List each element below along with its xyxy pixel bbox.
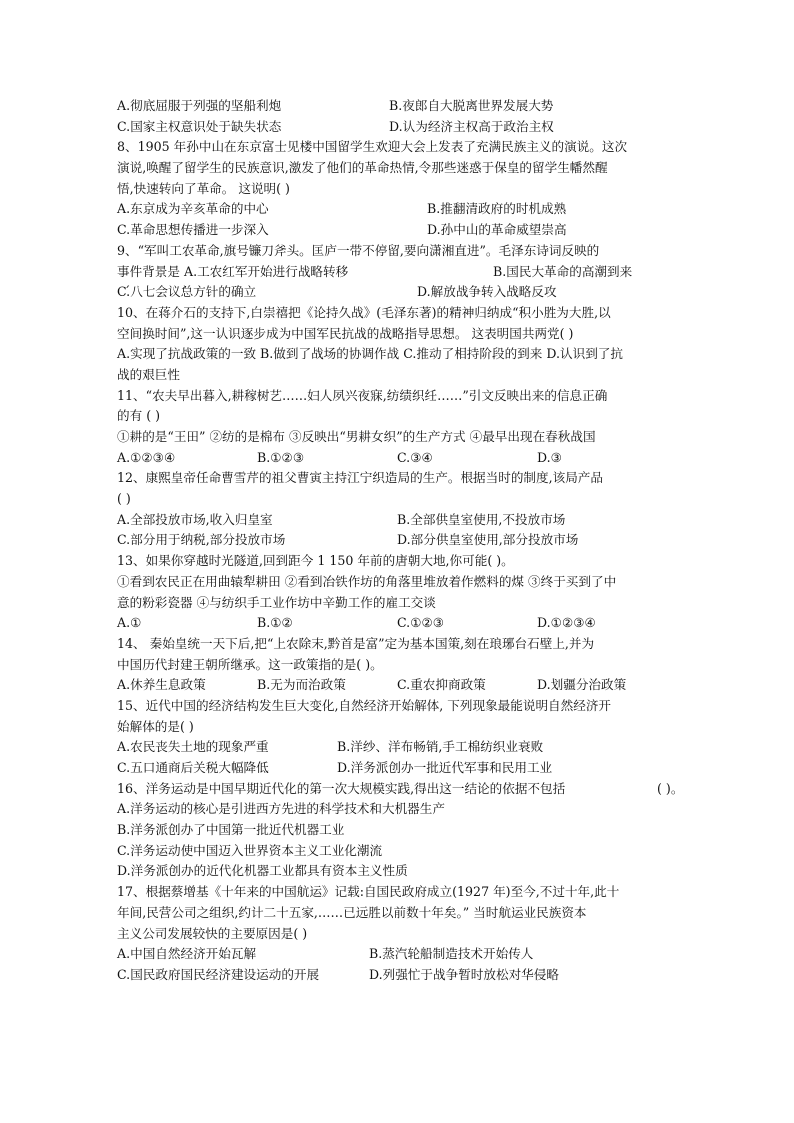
q15-option-b: B.洋纱、洋布畅销,手工棉纺织业衰败 [337,739,544,755]
q7-option-b: B.夜郎自大脱离世界发展大势 [389,98,554,113]
q16-stem: 16、洋务运动是中国早期近代化的第一次大规模实践,得出这一结论的依据不包括 [117,780,566,796]
q8-option-c: C.革命思想传播进一步深入 [117,222,269,238]
q11-option-c: C.③④ [397,449,433,465]
q15-option-c: C.五口通商后关税大幅降低 [117,760,269,775]
q10-stem-line-1: 10、在蒋介石的支持下,白崇禧把《论持久战》(毛泽东著)的精神归纳成“积小胜为大胜,以 [117,304,611,320]
q9-option-b: B.国民大革命的高潮到来 [493,263,633,279]
q13-items-line-1: ①看到农民正在用曲辕犁耕田 ②看到冶铁作坊的角落里堆放着作燃料的煤 ③终于买到了中 [117,573,617,589]
q11-option-a: A.①②③④ [117,449,176,465]
q17-stem-line-2: 年间,民营公司之组织,约计二十五家,……已远胜以前数十年矣。” 当时航运业民族资本 [117,904,587,920]
q12-options-row-1 [117,510,687,531]
q9-stem-line-2 [117,262,687,283]
q7-options-row-1 [117,96,687,117]
q12-stem-line-2: ( ) [117,491,131,507]
q11-option-b: B.①②③ [257,449,305,465]
q15-option-a: A.农民丧失土地的现象严重 [117,739,269,755]
q13-items-line-2: 意的粉彩瓷器 ④与纺织手工业作坊中辛勤工作的雇工交谈 [117,594,436,610]
exam-page [117,96,687,986]
q16-stem-line [117,779,687,800]
q16-option-d: D.洋务派创办的近代化机器工业都具有资本主义性质 [117,863,408,879]
q17-option-d: D.列强忙于战争暂时放松对华侵略 [369,966,559,982]
q12-options-row-2 [117,530,687,551]
q16-option-a: A.洋务运动的核心是引进西方先进的科学技术和大机器生产 [117,801,445,817]
q15-stem-line-1: 15、近代中国的经济结构发生巨大变化,自然经济开始解体, 下列现象最能说明自然经济开 [117,697,612,713]
q17-option-b: B.蒸汽轮船制造技术开始传人 [369,946,534,962]
q8-options-row-2 [117,220,687,241]
q11-option-d: D.③ [537,449,562,465]
q8-options-row-1 [117,199,687,220]
q13-option-c: C.①②③ [397,615,445,631]
q17-option-a: A.中国自然经济开始瓦解 [117,946,257,962]
q10-options-line-cont: 战的艰巨性 [117,366,180,382]
q14-option-b: B.无为而治政策 [257,677,346,693]
q13-stem-line-1: 13、如果你穿越时光隧道,回到距今 1 150 年前的唐朝大地,你可能( )。 [117,553,514,569]
q7-options-row-2 [117,117,687,138]
q7-option-d: D.认为经济主权高于政治主权 [389,118,554,134]
q9-option-a: 事件背景是 A.工农红军开始进行战略转移 [117,263,349,279]
q14-option-d: D.划疆分治政策 [537,677,627,693]
q13-option-b: B.①② [257,615,293,631]
q15-options-row-1 [117,737,687,758]
q15-option-d: D.洋务派创办一批近代军事和民用工业 [337,760,553,775]
q8-stem-line-1: 8、1905 年孙中山在东京富士见楼中国留学生欢迎大会上发表了充满民族主义的演说。这次 [117,139,628,155]
q16-option-b: B.洋务派创办了中国第一批近代机器工业 [117,822,345,838]
q11-stem-line-1: 11、“农夫早出暮入,耕稼树艺……妇人夙兴夜寐,纺绩织纴……”引文反映出来的信息正确 [117,387,608,403]
q15-stem-line-2: 始解体的是( ) [117,718,194,734]
q13-option-d: D.①②③④ [537,615,596,631]
q10-options-line: A.实现了抗战政策的一致 B.做到了战场的协调作战 C.推动了相持阶段的到来 D.认识到了抗 [117,346,623,362]
q8-stem-line-3: 悟,快速转向了革命。 这说明( ) [117,180,290,196]
q11-stem-line-2: 的有 ( ) [117,408,161,424]
q17-options-row-2 [117,965,687,986]
q12-option-c: C.部分用于纳税,部分投放市场 [117,532,286,548]
q12-option-a: A.全部投放市场,收入归皇室 [117,511,273,527]
q9-option-d: D.解放战争转入战略反攻 [417,284,557,300]
q17-options-row-1 [117,944,687,965]
q13-options-row [117,613,687,634]
q14-option-a: A.休养生息政策 [117,677,206,693]
q9-stem-line-1: 9、“军叫工农革命,旗号镰刀斧头。匡庐一带不停留,要向潇湘直进”。毛泽东诗词反映的 [117,242,600,258]
q11-items-line: ①耕的是“王田” ②纺的是棉布 ③反映出“男耕女织”的生产方式 ④最早出现在春秋战国 [117,429,596,444]
q9-option-c: C.́八七会议́总方针的确立 [117,284,257,300]
q17-stem-line-3: 主义公司发展较快的主要原因是( ) [117,925,308,941]
q8-stem-line-2: 演说,唤醒了留学生的民族意识,激发了他们的革命热情,令那些迷惑于保皇的留学生幡然醒 [117,160,608,176]
q14-options-row [117,675,687,696]
q12-option-b: B.全部供皇室使用,不投放市场 [397,511,566,527]
q7-option-c: C.国家主权意识处于缺失状态 [117,118,282,134]
q15-options-row-2 [117,758,687,779]
q8-option-a: A.东京成为辛亥革命的中心 [117,201,269,217]
q17-stem-line-1: 17、根据蔡增基《十年来的中国航运》记载:自国民政府成立(1927 年)至今,不过十年,此十 [117,884,620,900]
q17-option-c: C.国民政府国民经济建设运动的开展 [117,966,320,982]
q10-stem-line-2: 空间换时间”,这一认识逐步成为中国军民抗战的战略指导思想。 这表明国共两党( ) [117,325,574,341]
q12-stem-line-1: 12、康熙皇帝任命曹雪芹的祖父曹寅主持江宁织造局的生产。根据当时的制度,该局产品 [117,470,603,486]
q16-option-c: C.洋务运动使中国迈入世界资本主义工业化潮流 [117,842,383,858]
q9-options-row-2 [117,282,687,303]
q8-option-d: D.孙中山的革命威望崇高 [427,222,567,238]
q11-options-row [117,448,687,469]
q14-stem-line-1: 14、 秦始皇统一天下后,把“上农除末,黔首是富”定为基本国策,刻在琅琊台石壁上,并为 [117,635,595,651]
q13-option-a: A.① [117,615,142,631]
q12-option-d: D.部分供皇室使用,部分投放市场 [397,532,579,548]
q14-stem-line-2: 中国历代封建王朝所继承。这一政策指的是( )。 [117,656,383,672]
q8-option-b: B.推翻清政府的时机成熟 [427,201,567,217]
q16-answer-paren: ( )。 [657,780,684,796]
q14-option-c: C.重农抑商政策 [397,677,486,693]
q7-option-a: A.彻底屈服于列强的坚船利炮 [117,98,282,113]
